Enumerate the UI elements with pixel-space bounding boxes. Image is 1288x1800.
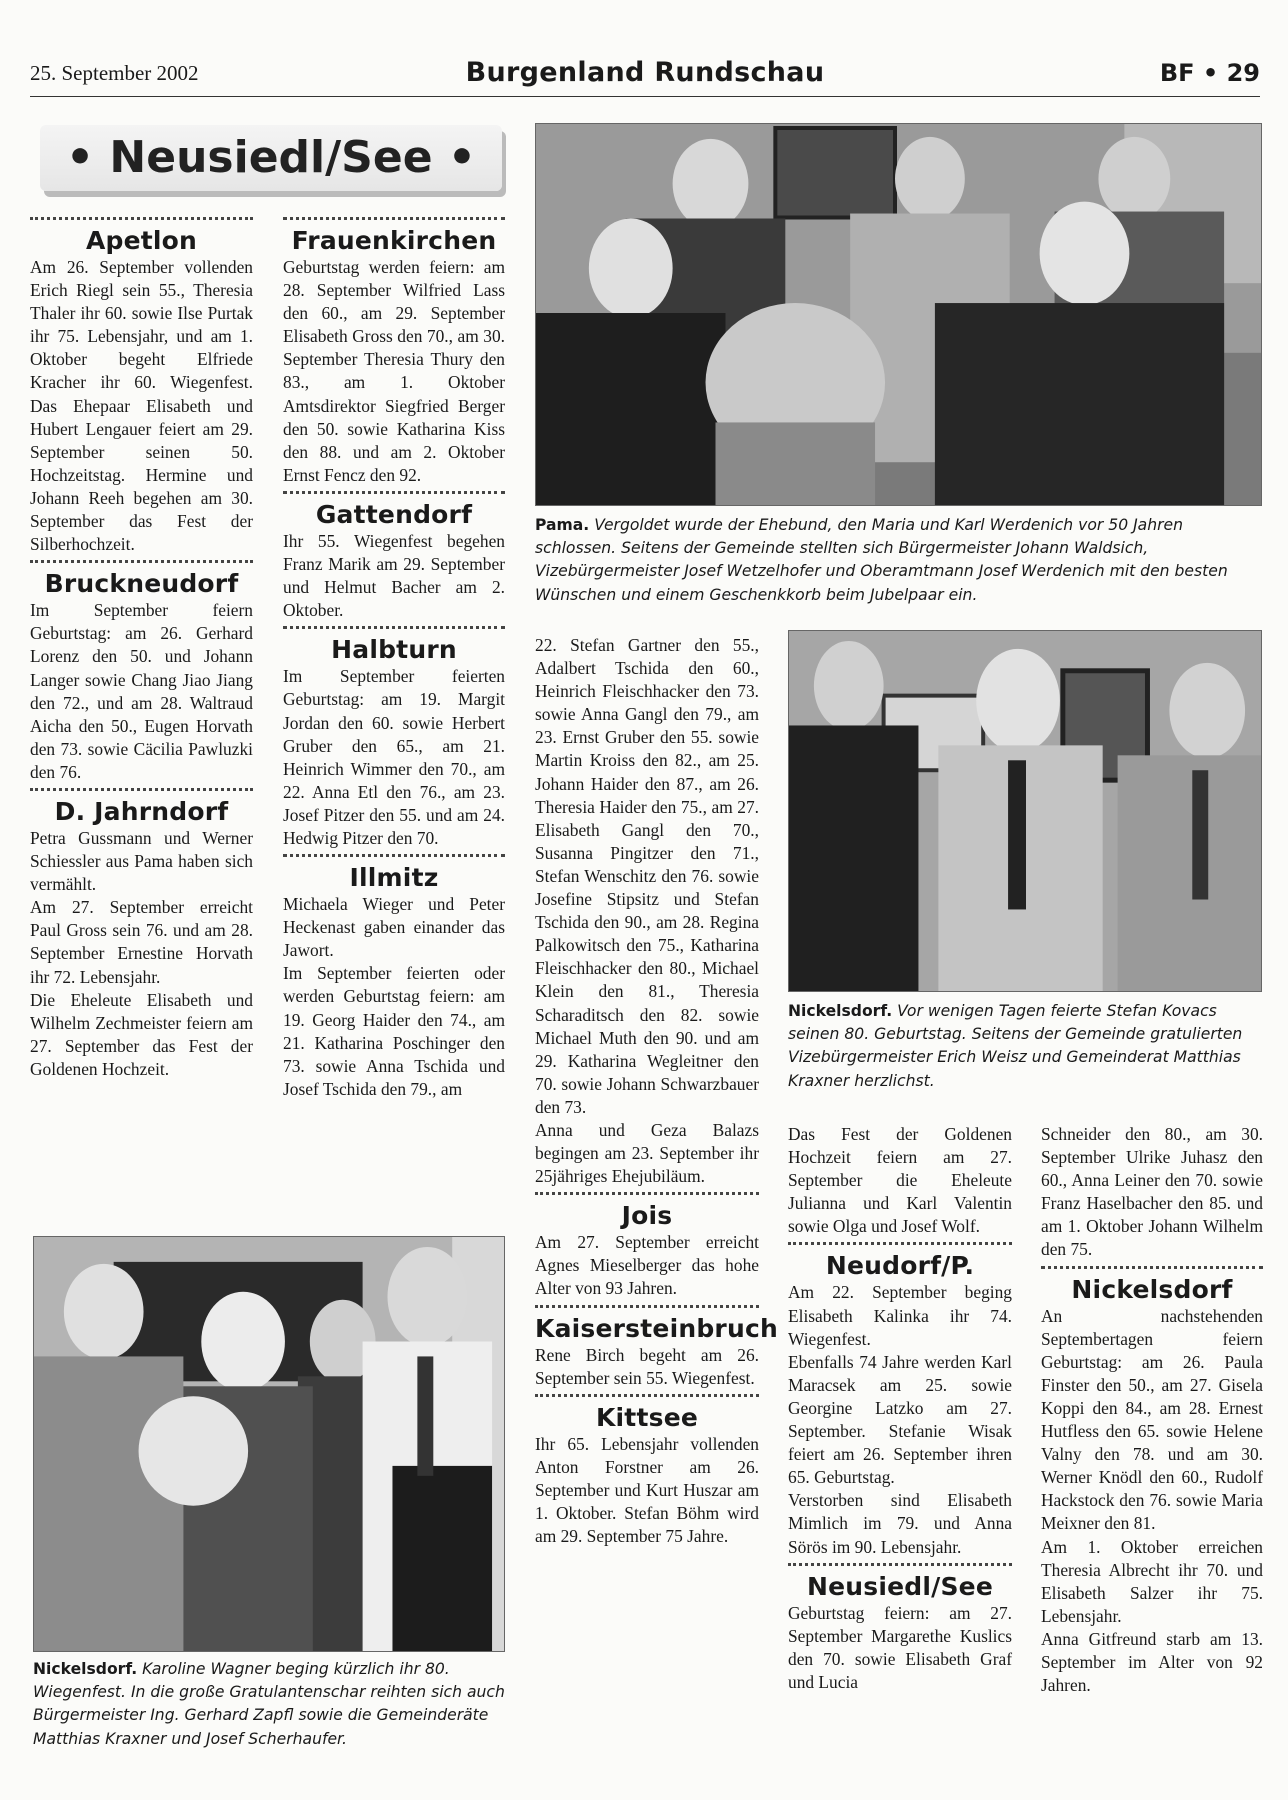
article-nickelsdorf-1: An nachstehenden Septembertagen feiern Geburtstag: am 26. Paula Finster den 50., am 27. Gisela Koppi den 84., am 28. Ernest Hutfless den 65. sowie Helene Valny den 78. und am 30. Werner Knödl den 60., Rudolf Hackstock den 76. sowie Maria Meixner den 81. <box>1041 1305 1263 1534</box>
heading-kaisersteinbruch: Kaisersteinbruch <box>535 1313 778 1343</box>
article-jois: Am 27. September erreicht Agnes Mieselberger das hohe Alter von 93 Jahren. <box>535 1232 759 1299</box>
article-neusiedl: Geburtstag feiern: am 27. September Margarethe Kuslics den 70. sowie Elisabeth Graf und Lucia <box>788 1602 1012 1692</box>
article-kaisersteinbruch: Rene Birch begeht am 26. September sein 55. Wiegenfest. <box>535 1344 759 1388</box>
article-nickelsdorf-continued: Das Fest der Goldenen Hochzeit feiern am 27. September die Eheleute Julianna und Karl Valentin sowie Olga und Josef Wolf. <box>788 1124 1012 1237</box>
column-5 <box>1041 1123 1263 1697</box>
heading-neusiedl: Neusiedl/See <box>807 1571 993 1601</box>
heading-neudorf: Neudorf/P. <box>825 1251 975 1281</box>
dotted-divider <box>283 626 505 629</box>
column-2 <box>283 213 505 1101</box>
issue-date: 25. September 2002 <box>30 61 199 85</box>
newspaper-title: Burgenland Rundschau <box>465 57 825 88</box>
article-gattendorf: Ihr 55. Wiegenfest begehen Franz Marik am 29. September und Helmut Bacher am 2. Oktober. <box>283 530 505 621</box>
article-nickelsdorf-3: Anna Gitfreund starb am 13. September im Alter von 92 Jahren. <box>1041 1628 1263 1696</box>
caption-kovacs-text: Vor wenigen Tagen feierte Stefan Kovacs seinen 80. Geburtstag. Seitens der Gemeinde gratulierten Vizebürgermeister Erich Weisz und Gemeinderat Matthias Kraxner herzlichst. <box>788 1002 1243 1090</box>
article-neudorf-1: Am 22. September beging Elisabeth Kalinka ihr 74. Wiegenfest. <box>788 1282 1012 1349</box>
heading-kittsee: Kittsee <box>595 1402 699 1432</box>
page-header <box>30 55 1260 97</box>
dotted-divider <box>30 788 253 791</box>
article-apetlon: Am 26. September vollenden Erich Riegl sein 55., Theresia Thaler ihr 60. sowie Ilse Purtak ihr 75. Lebensjahr, und am 1. Oktober begeht Elfriede Kracher ihr 60. Wiegenfest. Das Ehepaar Elisabeth und Hubert Lengauer feiert am 29. September seinen 50. Hochzeitstag. Hermine und Johann Reeh begehen am 30. September das Fest der Silberhochzeit. <box>30 257 253 555</box>
heading-gattendorf: Gattendorf <box>315 499 473 529</box>
dotted-divider <box>283 217 505 220</box>
caption-kovacs-place: Nickelsdorf. <box>788 1002 893 1020</box>
dotted-divider <box>30 560 253 563</box>
heading-frauenkirchen: Frauenkirchen <box>291 226 497 255</box>
article-neusiedl-continued: Schneider den 80., am 30. September Ulrike Juhasz den 60., Anna Leiner den 70. sowie Franz Haselbacher den 85. und am 1. Oktober Johann Wilhelm den 75. <box>1041 1124 1263 1260</box>
heading-jois: Jois <box>621 1201 673 1231</box>
dotted-divider <box>283 491 505 494</box>
article-bruckneudorf: Im September feiern Geburtstag: am 26. Gerhard Lorenz den 50. und Johann Langer sowie Chang Jiao Jiang den 72., und am 28. Waltraud Aicha den 50., Eugen Horvath den 73. sowie Cäcilia Pawluzki den 76. <box>30 600 253 782</box>
heading-bruckneudorf: Bruckneudorf <box>44 569 239 599</box>
caption-wagner-place: Nickelsdorf. <box>33 1660 138 1678</box>
column-1 <box>30 213 253 1081</box>
caption-pama-text: Vergoldet wurde der Ehebund, den Maria und Karl Werdenich vor 50 Jahren schlossen. Seitens der Gemeinde stellten sich Bürgermeister Johann Waldsich, Vizebürgermeister Josef Wetzelhofer und Oberamtmann Josef Werdenich mit den besten Wünschen und einem Geschenkkorb beim Jubelpaar ein. <box>535 516 1228 604</box>
column-4 <box>788 1123 1012 1694</box>
dotted-divider <box>283 854 505 857</box>
article-halbturn: Im September feierten Geburtstag: am 19. Margit Jordan den 60. sowie Herbert Gruber den 65., am 21. Heinrich Wimmer den 70., am 22. Anna Etl den 76., am 23. Josef Pitzer den 55. und am 24. Hedwig Pitzer den 70. <box>283 666 505 848</box>
heading-nickelsdorf: Nickelsdorf <box>1071 1274 1233 1304</box>
article-illmitz-continued-2: Anna und Geza Balazs begingen am 23. September ihr 25jähriges Ehejubiläum. <box>535 1119 759 1187</box>
article-d-jahrndorf-3: Die Eheleute Elisabeth und Wilhelm Zechmeister feiern am 27. September das Fest der Goldenen Hochzeit. <box>30 989 253 1079</box>
dotted-divider <box>788 1242 1012 1245</box>
article-neudorf-2: Ebenfalls 74 Jahre werden Karl Maracsek am 25. sowie Georgine Latzko am 27. September. Stefanie Wisak feiert am 26. September ihren 65. Geburtstag. <box>788 1351 1012 1488</box>
heading-illmitz: Illmitz <box>349 863 439 893</box>
article-neudorf-3: Verstorben sind Elisabeth Mimlich im 79. und Anna Sörös im 90. Lebensjahr. <box>788 1490 1012 1557</box>
caption-wagner <box>33 1658 505 1751</box>
dotted-divider <box>1041 1266 1263 1269</box>
article-nickelsdorf-2: Am 1. Oktober erreichen Theresia Albrecht ihr 70. und Elisabeth Salzer ihr 75. Lebensjahr. <box>1041 1536 1263 1626</box>
article-kittsee: Ihr 65. Lebensjahr vollenden Anton Forstner am 26. September und Kurt Huszar am 1. Oktober. Stefan Böhm wird am 29. September 75 Jahre. <box>535 1433 759 1547</box>
caption-pama <box>535 514 1262 607</box>
page-number: BF • 29 <box>1159 59 1260 87</box>
dotted-divider <box>535 1305 759 1308</box>
photo-pama-golden-wedding <box>535 123 1262 506</box>
caption-wagner-text: Karoline Wagner beging kürzlich ihr 80. Wiegenfest. In die große Gratulantenschar reihten sich auch Bürgermeister Ing. Gerhard Zapfl sowie die Gemeinderäte Matthias Kraxner und Josef Scherhaufer. <box>33 1660 505 1748</box>
caption-pama-place: Pama. <box>535 516 590 534</box>
caption-kovacs <box>788 1000 1262 1093</box>
dotted-divider <box>535 1394 759 1397</box>
article-d-jahrndorf-2: Am 27. September erreicht Paul Gross sein 76. und am 28. September Ernestine Horvath ihr 72. Lebensjahr. <box>30 897 253 987</box>
dotted-divider <box>30 217 253 220</box>
article-illmitz-continued: 22. Stefan Gartner den 55., Adalbert Tschida den 60., Heinrich Fleischhacker den 73. sowie Anna Gangl den 79., am 23. Ernst Gruber den 55. sowie Martin Kroiss den 82., am 25. Johann Haider den 87., am 26. Theresia Haider den 75., am 27. Elisabeth Gangl den 70., Susanna Pingitzer den 71., Stefan Wenschitz den 76. sowie Josefine Stipsitz und Stefan Tschida den 90., am 28. Regina Palkowitsch den 75., Katharina Fleischhacker den 80., Michael Klein den 81., Theresia Scharaditsch den 82. sowie Michael Muth den 90. und am 29. Katharina Wegleitner den 70. sowie Johann Schwarzbauer den 73. <box>535 635 759 1117</box>
dotted-divider <box>788 1563 1012 1566</box>
heading-halbturn: Halbturn <box>331 635 457 665</box>
article-illmitz-2: Im September feierten oder werden Geburtstag feiern: am 19. Georg Haider den 74., am 21. Katharina Poschinger den 73. sowie Anna Tschida und Josef Tschida den 79., am <box>283 963 505 1099</box>
photo-stefan-kovacs <box>788 630 1262 992</box>
dotted-divider <box>535 1192 759 1195</box>
article-d-jahrndorf-1: Petra Gussmann und Werner Schiessler aus Pama haben sich vermählt. <box>30 827 253 895</box>
heading-d-jahrndorf: D. Jahrndorf <box>54 796 229 826</box>
column-3 <box>535 634 778 1548</box>
region-banner: • Neusiedl/See • <box>40 125 502 191</box>
heading-apetlon: Apetlon <box>85 226 198 255</box>
article-illmitz-1: Michaela Wieger und Peter Heckenast gaben einander das Jawort. <box>283 894 505 961</box>
photo-karoline-wagner <box>33 1236 505 1652</box>
article-frauenkirchen: Geburtstag werden feiern: am 28. September Wilfried Lass den 60., am 29. September Elisabeth Gross den 70., am 30. September Theresia Thury den 83., am 1. Oktober Amtsdirektor Siegfried Berger den 50. sowie Katharina Kiss den 88. und am 2. Oktober Ernst Fencz den 92. <box>283 257 505 485</box>
